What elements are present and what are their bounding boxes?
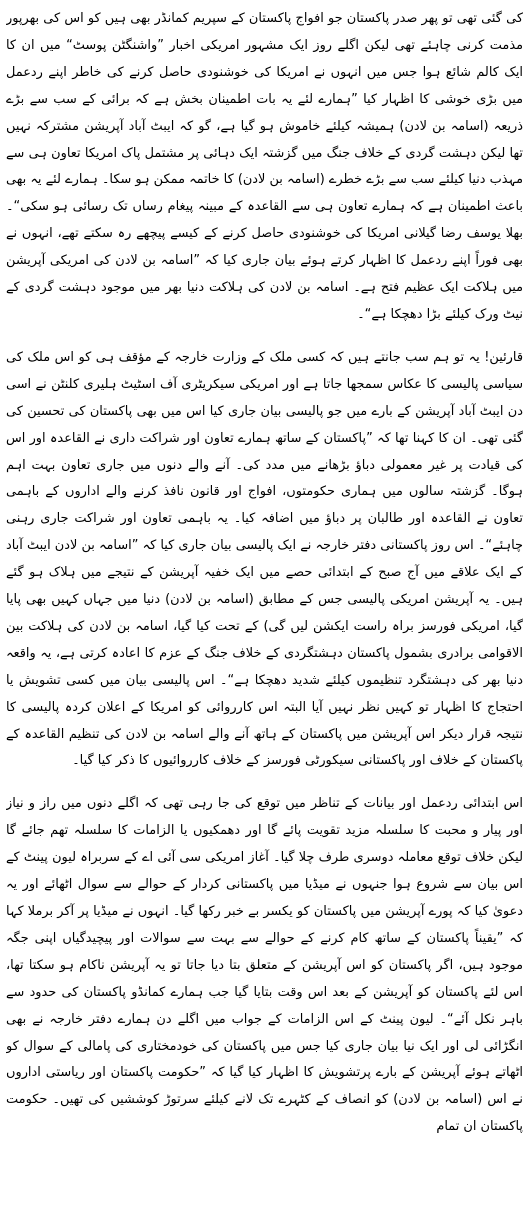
article-paragraph: کی گئی تھی تو پھر صدر پاکستان جو افواج پاکستان کے سپریم کمانڈر بھی ہیں کو اس کی بھرپور مذمت کرنی چاہئے تھی لیکن اگلے روز ایک مشہور امریکی اخبار ”واشنگٹن پوسٹ“ میں ان کا ایک کالم شائع ہوا جس میں انہوں نے امریکا کی خوشنودی حاصل کرنے کی خاطر اپنے ردعمل میں بڑی خوشی کا اظہار کیا ”ہمارے لئے یہ بات اطمینان بخش ہے کہ برائی کے سب سے بڑے ذریعہ (اسامہ بن لادن) ہمیشہ کیلئے خاموش ہو گیا ہے، گو کہ ایبٹ آباد آپریشن مشترکہ نہیں تھا لیکن دہشت گردی کے خلاف جنگ میں گزشتہ ایک دہائی پر مشتمل پاک امریکا تعاون ہی سے مہذب دنیا کیلئے سب سے بڑے خطرے (اسامہ بن لادن) کا خاتمہ ممکن ہو سکا۔ ہمارے لئے یہ بھی باعث اطمینان ہے کہ ہمارے تعاون ہی سے القاعدہ کے مبینہ پیغام رساں تک رسائی ہو سکی“۔ بھلا یوسف رضا گیلانی امریکا کی خوشنودی حاصل کرنے کے کیسے پیچھے رہ سکتے تھے، انہوں نے بھی فوراً اپنے ردعمل کا اظہار کرتے ہوئے بیان جاری کیا کہ ”اسامہ بن لادن کی امریکی آپریشن میں ہلاکت ایک عظیم فتح ہے۔ اسامہ بن لادن کی ہلاکت دنیا بھر میں موجود دہشت گردی کے نیٹ ورک کیلئے بڑا دھچکا ہے“۔ (6, 11, 523, 322)
article-paragraph: اس ابتدائی ردعمل اور بیانات کے تناظر میں توقع کی جا رہی تھی کہ اگلے دنوں میں راز و نیاز اور پیار و محبت کا سلسلہ مزید تقویت پائے گا اور دھمکیوں یا الزامات کا سلسلہ تھم جائے گا لیکن خلاف توقع معاملہ دوسری طرف چلا گیا۔ آغاز امریکی سی آئی اے کے سربراہ لیون پینٹ کے اس بیان سے شروع ہوا جنہوں نے میڈیا میں پاکستانی کردار کے حوالے سے سوال اٹھائے اور یہ دعویٰ کیا کہ پورے آپریشن میں پاکستان کو یکسر بے خبر رکھا گیا۔ انہوں نے میڈیا پر آکر برملا کہا کہ ”یقیناً پاکستان کے ساتھ کام کرنے کے حوالے سے بہت سے سوالات اور پیچیدگیاں اپنی جگہ موجود ہیں، اگر پاکستان کو اس آپریشن کے متعلق بتا دیا جاتا تو یہ آپریشن ناکام ہو سکتا تھا، اس لئے پاکستان کو آپریشن کے بعد اس وقت بتایا گیا جب ہمارے کمانڈو پاکستان کی حدود سے باہر نکل آئے“۔ لیون پینٹ کے اس الزامات کے جواب میں اگلے دن ہمارے دفتر خارجہ نے بھی انگڑائی لی اور ایک نیا بیان جاری کیا جس میں پاکستان کی خودمختاری کی پامالی کے سوال کو اٹھاتے ہوئے آپریشن کے بارے پرتشویش کا اظہار کیا گیا کہ ”حکومت پاکستان اور ریاستی اداروں نے اس (اسامہ بن لادن) کو انصاف کے کٹہرے تک لانے کیلئے سرتوڑ کوششیں کی تھیں۔ حکومت پاکستان ان تمام (6, 796, 523, 1135)
article-paragraph: قارئین! یہ تو ہم سب جانتے ہیں کہ کسی ملک کے وزارت خارجہ کے مؤقف ہی کو اس ملک کی سیاسی پالیسی کا عکاس سمجھا جاتا ہے اور امریکی سیکریٹری آف اسٹیٹ ہلیری کلنٹن نے اسی دن ایبٹ آباد آپریشن کے بارے میں جو پالیسی بیان جاری کیا اس میں بھی پاکستان کی تحسین کی گئی تھی۔ ان کا کہنا تھا کہ ”پاکستان کے ساتھ ہمارے تعاون اور شراکت داری نے القاعدہ اور اس کی قیادت پر غیر معمولی دباؤ بڑھانے میں مدد کی۔ آنے والے دنوں میں جاری تعاون بہت اہم ہوگا۔ گزشتہ سالوں میں ہماری حکومتوں، افواج اور قانون نافذ کرنے والے اداروں کے باہمی تعاون نے القاعدہ اور طالبان پر دباؤ میں اضافہ کیا۔ یہ باہمی تعاون اور شراکت جاری رہنی چاہئے“۔ اس روز پاکستانی دفتر خارجہ نے ایک پالیسی بیان جاری کیا کہ ”اسامہ بن لادن ایبٹ آباد کے ایک علاقے میں آج صبح کے ابتدائی حصے میں ایک خفیہ آپریشن کے نتیجے میں ہلاک ہو گئے ہیں۔ یہ آپریشن امریکی پالیسی جس کے مطابق (اسامہ بن لادن) دنیا میں جہاں کہیں بھی پایا گیا، امریکی فورسز براہ راست ایکشن لیں گی) کے تحت کیا گیا، اسامہ بن لادن کی ہلاکت بین الاقوامی برادری بشمول پاکستان دہشتگردی کے خلاف جنگ کے عزم کا اعادہ کرتی ہے، یہ واقعہ دنیا بھر کی دہشتگرد تنظیموں کیلئے شدید دھچکا ہے“۔ اس پالیسی بیان میں کسی تشویش یا احتجاج کا اظہار تو کہیں نظر نہیں آیا البتہ اس کارروائی کو امریکا کے اعلان کردہ پالیسی کا نتیجہ قرار دیکر اس آپریشن میں پاکستان کے ہاتھ آنے والے اسامہ بن لادن کی تنظیم القاعدہ کے پاکستان کے خلاف اور پاکستانی سیکورٹی فورسز کے خلاف کارروائیوں کا ذکر کیا گیا۔ (6, 349, 523, 769)
article-column (6, 6, 523, 1211)
